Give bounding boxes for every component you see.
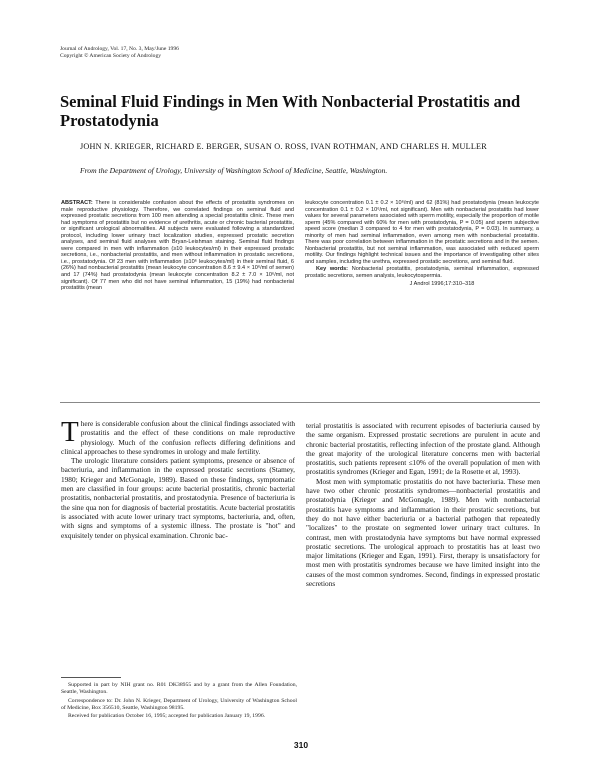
author-affiliation: From the Department of Urology, University of Washington School of Medicine, Seattle, Washington.	[80, 166, 388, 175]
drop-cap: T	[61, 416, 79, 448]
keywords-text: Nonbacterial prostatitis, prostatodynia, seminal inflammation, expressed prostatic secretions, semen analysis, leukocytospermia.	[305, 266, 539, 280]
author-list: JOHN N. KRIEGER, RICHARD E. BERGER, SUSAN O. ROSS, IVAN ROTHMAN, AND CHARLES H. MULLER	[80, 142, 487, 151]
abstract-paragraph	[61, 200, 294, 292]
footnote-received: Received for publication October 16, 1995; accepted for publication January 19, 1996.	[68, 713, 266, 720]
abstract-column-left	[61, 200, 294, 292]
abstract-text-right: leukocyte concentration 0.1 ± 0.2 × 10⁶/ml) and 62 (81%) had prostatodynia (mean leukocyte concentration 0.1 ± 0.2 × 10⁶/ml, not significant). Men with nonbacterial prostatitis had lower values for several parameters associated with sperm motility, especially the proportion of motile sperm (45% compared with 60% for men with prostatodynia, P = 0.05) and sperm subjective speed score (median 3 compared to 4 for men with prostatodynia, P = 0.03). In summary, a minority of men had seminal inflammation, even among men with nonbacterial prostatitis. There was poor correlation between inflammation in the prostatic secretions and in the semen. Nonbacterial prostatitis, but not seminal inflammation, was associated with reduced sperm motility. Our findings highlight technical issues and the importance of investigating other sites and samples, including the urethra, expressed prostatic secretions, and seminal fluid.	[305, 200, 539, 265]
keywords-label: Key words:	[316, 266, 349, 273]
body-column-right	[306, 421, 540, 588]
copyright-line: Copyright © American Society of Andrology	[60, 53, 162, 59]
article-title: Seminal Fluid Findings in Men With Nonbacterial Prostatitis and Prostatodynia	[60, 92, 521, 130]
keywords	[305, 266, 539, 279]
body-paragraph-3: terial prostatitis is associated with recurrent episodes of bacteriuria caused by the same organism. Expressed prostatic secretions are purulent in acute and chronic bacterial prostatitis, reflecting infection of the prostate gland. Although the great majority of the urological literature concerns men with bacterial prostatitis, such patients represent ≤10% of the overall population of men with prostatitis syndromes (Krieger and Egan, 1991; de la Rosette et al, 1993).	[306, 421, 540, 477]
body-paragraph-1-text: here is considerable confusion about the clinical findings associated with prostatitis and the effect of these conditions on male reproductive physiology. Much of the confusion reflects differing definitions and clinical approaches to these syndromes in urology and male fertility.	[61, 419, 295, 456]
body-column-left	[61, 416, 295, 540]
body-paragraph-2: The urologic literature considers patient symptoms, presence or absence of bacteriuria, and inflammation in the expressed prostatic secretions (Stamey, 1980; Krieger and McGonagle, 1989). Based on these findings, symptomatic men are classified in four groups: acute bacterial prostatitis, chronic bacterial prostatitis, nonbacterial prostatitis, and prostatodynia. Presence of bacteriuria is the sine qua non for diagnosis of bacterial prostatitis. Acute bacterial prostatitis is associated with acute lower urinary tract symptoms, bacteriuria, and, often, with signs and symptoms of a systemic illness. The prostate is "hot" and exquisitely tender on physical examination. Chronic bac-	[61, 456, 295, 540]
abstract-column-right	[305, 200, 539, 287]
journal-citation: J Androl 1996;17:310–318	[409, 280, 475, 287]
abstract-text-left: There is considerable confusion about the effects of prostatitis syndromes on male reproductive physiology. Therefore, we correlated findings on seminal fluid and expressed prostatic secretions from 100 men attending a special prostatitis clinic. These men had symptoms of prostatitis but no evidence of urethritis, acute or chronic bacterial prostatitis, or significant urological abnormalities. All subjects were evaluated following a standardized protocol, including lower urinary tract localization studies, expressed prostatic secretion analyses, and seminal fluid analyses with Bryan-Leishman staining. Seminal fluid findings were compared in men with inflammation (≥10 leukocytes/ml) in their expressed prostatic secretions, i.e., nonbacterial prostatitis, and men without inflammation in prostatic secretions, i.e., prostatodynia. Of 23 men with inflammation (≥10⁶ leukocytes/ml) in their seminal fluid, 6 (26%) had nonbacterial prostatitis (mean leukocyte concentration 8.6 ± 9.4 × 10⁶/ml of semen) and 17 (74%) had prostatodynia (mean leukocyte concentration 8.2 ± 7.0 × 10⁶/ml, not significant). Of 77 men who did not have seminal inflammation, 15 (19%) had nonbacterial prostatitis (mean	[61, 200, 294, 292]
body-paragraph-1	[61, 416, 295, 456]
running-header	[60, 46, 179, 60]
footnote-correspondence: Correspondence to: Dr. John N. Krieger, Department of Urology, University of Washington School of Medicine, Box 356510, Seattle, Washington 98195.	[61, 697, 297, 711]
footnote-support: Supported in part by NIH grant no. R01 DK38955 and by a grant from the Allen Foundation, Seattle, Washington.	[61, 682, 297, 696]
page-number: 310	[293, 740, 309, 750]
abstract-label: ABSTRACT:	[61, 200, 93, 206]
footnote-divider	[61, 677, 121, 678]
body-paragraph-4: Most men with symptomatic prostatitis do not have bacteriuria. These men have two other chronic prostatitis syndromes—nonbacterial prostatitis and prostatodynia (Krieger and McGonagle, 1989). Men with nonbacterial prostatitis have symptoms and inflammation in their prostatic secretions, but they do not have either bacteriuria or a bacterial pathogen that repeatedly "localizes" to the prostate on segmented lower urinary tract cultures. In contrast, men with prostatodynia have symptoms but have normal expressed prostatic secretions. The urological approach to prostatitis has at least two major limitations (Krieger and Egan, 1991). First, therapy is unsatisfactory for most men with prostatitis syndromes because we have limited insight into the causes of the most common syndromes. Second, findings in expressed prostatic secretions	[306, 476, 540, 589]
journal-citation-line: Journal of Andrology, Vol. 17, No. 3, May/June 1996	[60, 46, 179, 52]
footnotes	[61, 682, 297, 722]
abstract-divider	[60, 402, 540, 403]
